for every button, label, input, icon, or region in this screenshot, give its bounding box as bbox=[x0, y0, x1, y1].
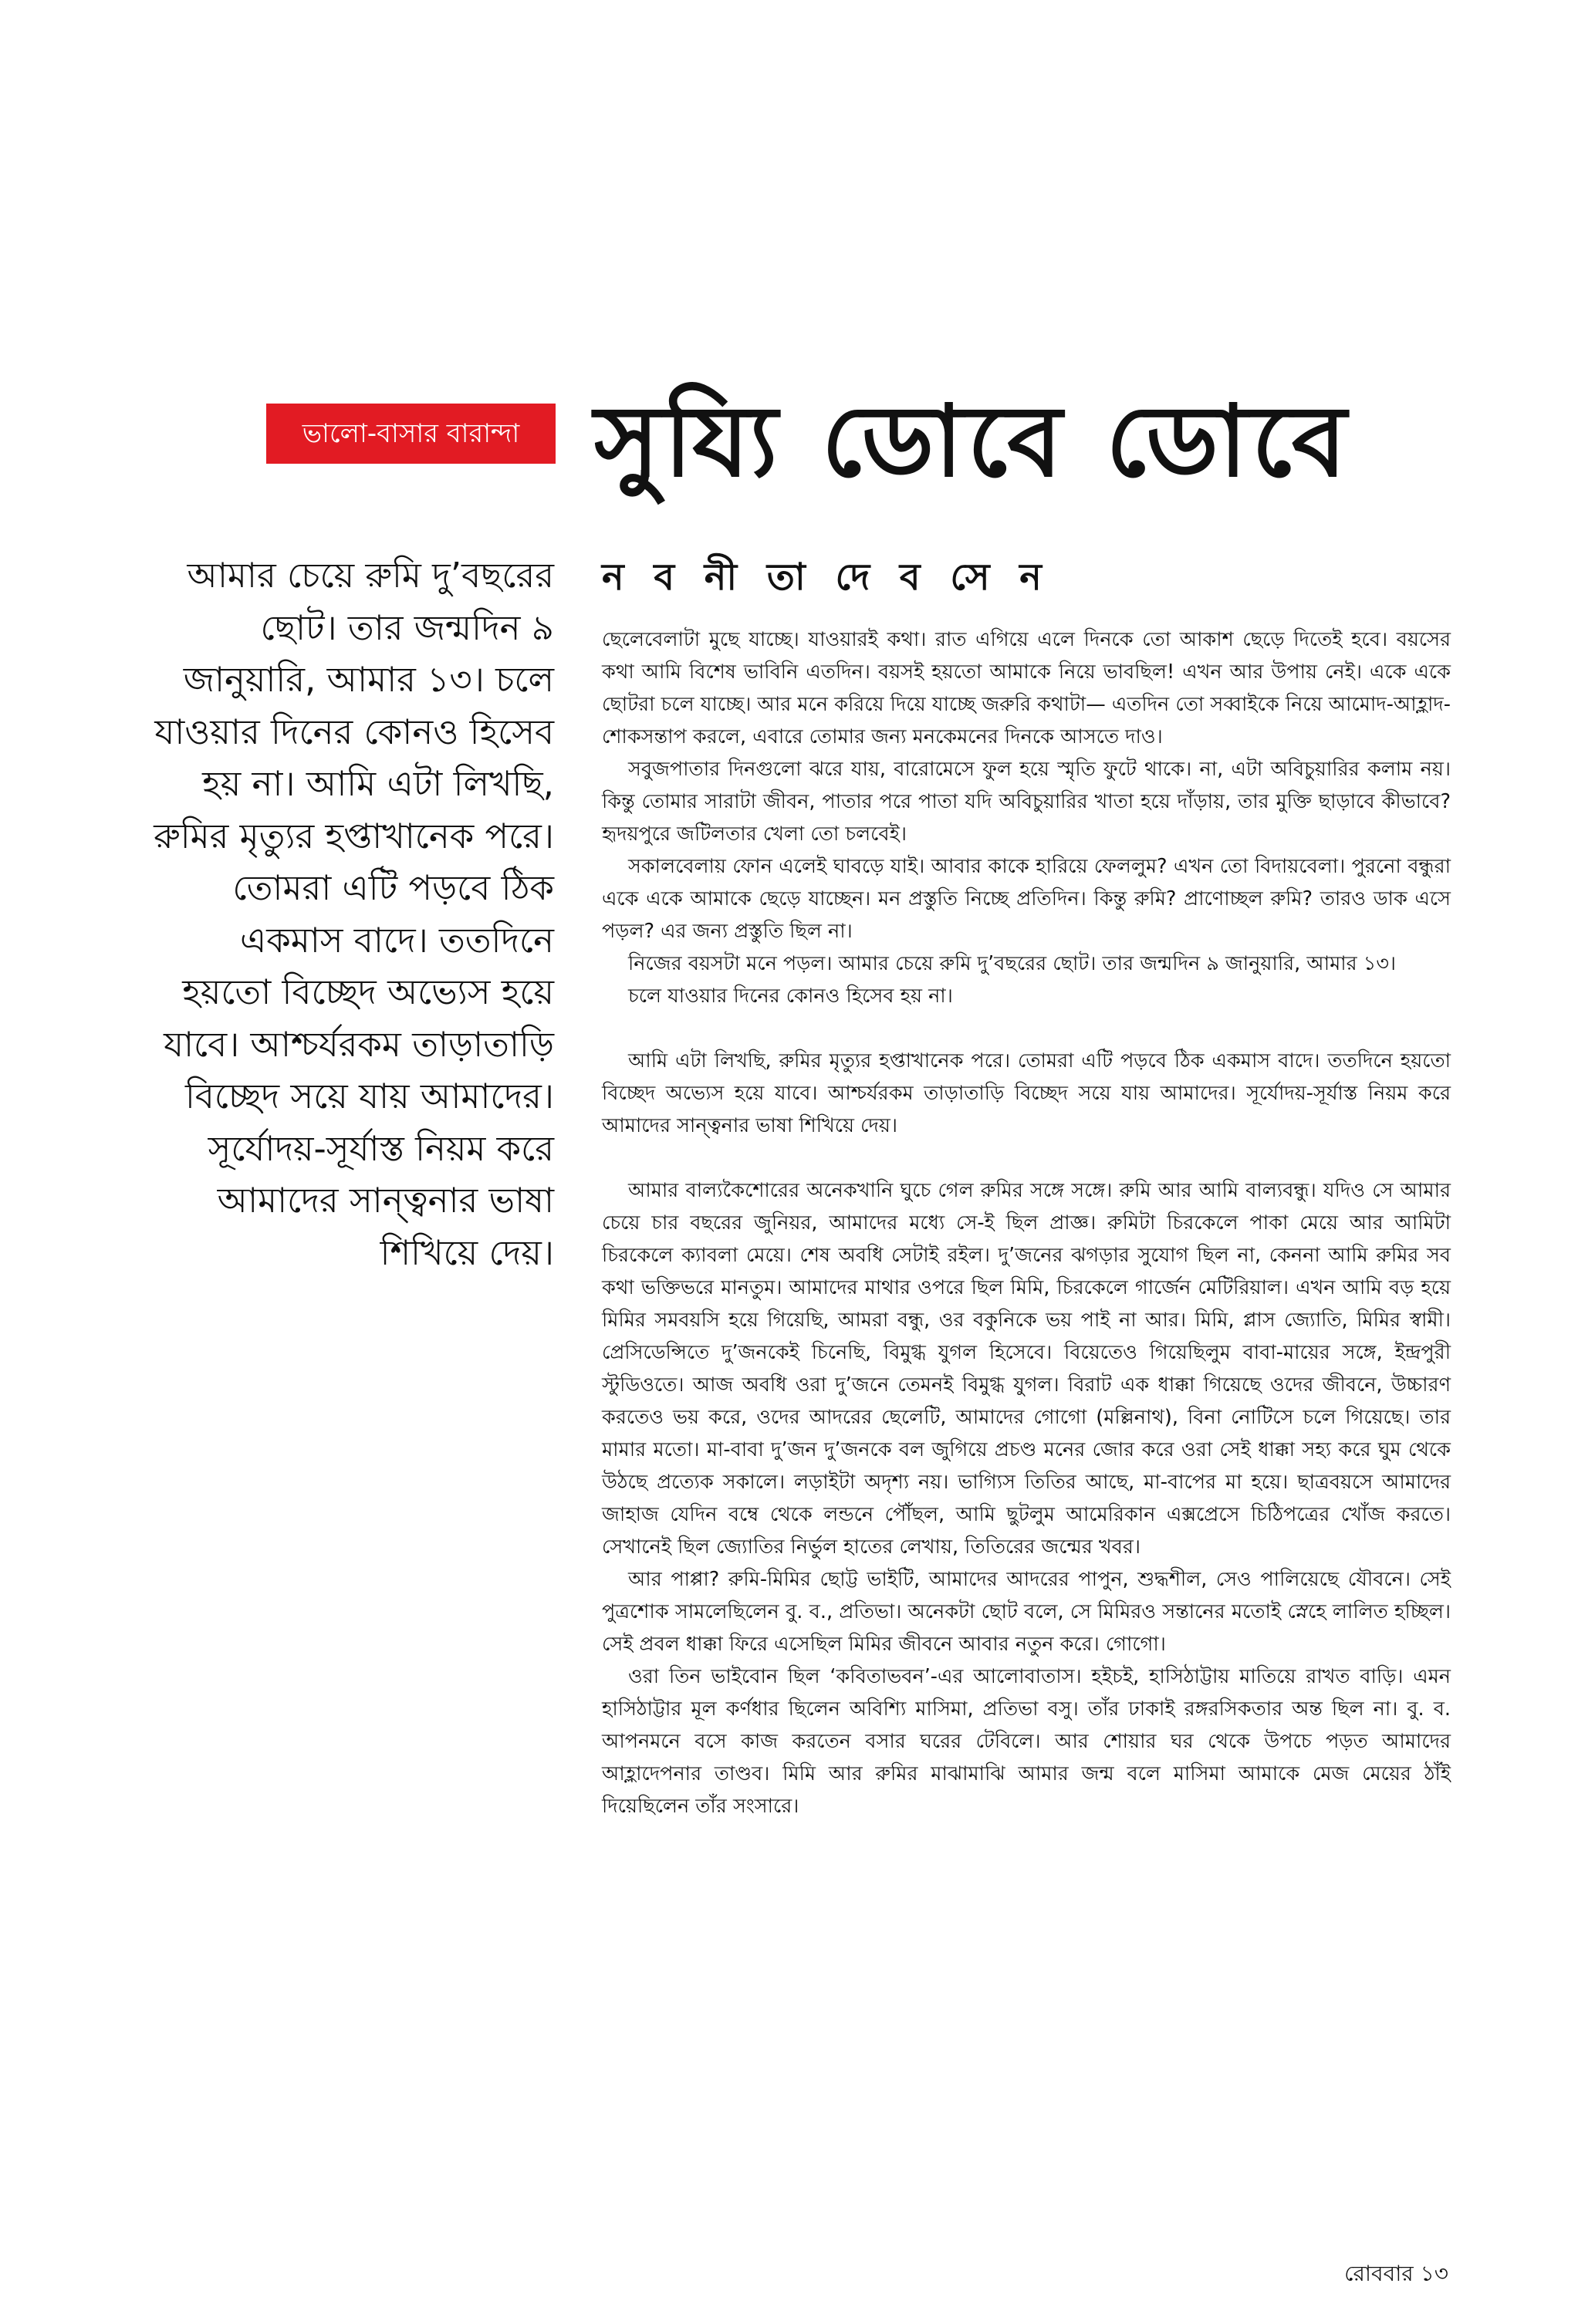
body-paragraph: আমার বাল্যকৈশোরের অনেকখানি ঘুচে গেল রুমির সঙ্গে সঙ্গে। রুমি আর আমি বাল্যবন্ধু। যদিও সে আমার চেয়ে চার বছরের জুনিয়র, আমাদের মধ্যে সে-ই ছিল প্রাজ্ঞ। রুমিটা চিরকেলে পাকা মেয়ে আর আমিটা চিরকেলে ক্যাবলা মেয়ে। শেষ অবধি সেটাই রইল। দু’জনের ঝগড়ার সুযোগ ছিল না, কেননা আমি রুমির সব কথা ভক্তিভরে মানতুম। আমাদের মাথার ওপরে ছিল মিমি, চিরকেলে গার্জেন মেটিরিয়াল। এখন আমি বড় হয়ে মিমির সমবয়সি হয়ে গিয়েছি, আমরা বন্ধু, ওর বকুনিকে ভয় পাই না আর। মিমি, প্লাস জ্যোতি, মিমির স্বামী। প্রেসিডেন্সিতে দু’জনকেই চিনেছি, বিমুগ্ধ যুগল হিসেবে। বিয়েতেও গিয়েছিলুম বাবা-মায়ের সঙ্গে, ইন্দ্রপুরী স্টুডিওতে। আজ অবধি ওরা দু’জনে তেমনই বিমুগ্ধ যুগল। বিরাট এক ধাক্কা গিয়েছে ওদের জীবনে, উচ্চারণ করতেও ভয় করে, ওদের আদরের ছেলেটি, আমাদের গোগো (মল্লিনাথ), বিনা নোটিসে চলে গিয়েছে। তার মামার মতো। মা-বাবা দু’জন দু’জনকে বল জুগিয়ে প্রচণ্ড মনের জোর করে ওরা সেই ধাক্কা সহ্য করে ঘুম থেকে উঠছে প্রত্যেক সকালে। লড়াইটা অদৃশ্য নয়। ভাগ্যিস তিতির আছে, মা-বাপের মা হয়ে। ছাত্রবয়সে আমাদের জাহাজ যেদিন বম্বে থেকে লন্ডনে পৌঁছল, আমি ছুটলুম আমেরিকান এক্সপ্রেসে চিঠিপত্রের খোঁজ করতে। সেখানেই ছিল জ্যোতির নির্ভুল হাতের লেখায়, তিতিরের জন্মের খবর। bbox=[602, 1179, 1451, 1559]
body-paragraph: নিজের বয়সটা মনে পড়ল। আমার চেয়ে রুমি দু’বছরের ছোট। তার জন্মদিন ৯ জানুয়ারি, আমার ১৩। bbox=[628, 952, 1397, 975]
body-paragraph: আর পাপ্পা? রুমি-মিমির ছোট্ট ভাইটি, আমাদের আদরের পাপুন, শুদ্ধশীল, সেও পালিয়েছে যৌবনে। সেই পুত্রশোক সামলেছিলেন বু. ব., প্রতিভা। অনেকটা ছোট বলে, সে মিমিরও সন্তানের মতোই স্নেহে লালিত হচ্ছিল। সেই প্রবল ধাক্কা ফিরে এসেছিল মিমির জীবনে আবার নতুন করে। গোগো। bbox=[602, 1568, 1451, 1656]
body-paragraph: আমি এটা লিখছি, রুমির মৃত্যুর হপ্তাখানেক পরে। তোমরা এটি পড়বে ঠিক একমাস বাদে। ততদিনে হয়তো বিচ্ছেদ অভ্যেস হয়ে যাবে। আশ্চর্যরকম তাড়াতাড়ি বিচ্ছেদ সয়ে যায় আমাদের। সূর্যোদয়-সূর্যাস্ত নিয়ম করে আমাদের সান্ত্বনার ভাষা শিখিয়ে দেয়। bbox=[602, 1049, 1451, 1137]
body-paragraph: সকালবেলায় ফোন এলেই ঘাবড়ে যাই। আবার কাকে হারিয়ে ফেললুম? এখন তো বিদায়বেলা। পুরনো বন্ধুরা একে একে আমাকে ছেড়ে যাচ্ছেন। মন প্রস্তুতি নিচ্ছে প্রতিদিন। কিন্তু রুমি? প্রাণোচ্ছল রুমি? তারও ডাক এসে পড়ল? এর জন্য প্রস্তুতি ছিল না। bbox=[602, 855, 1451, 943]
article-title: সুয্যি ডোবে ডোবে bbox=[594, 384, 1352, 499]
pull-quote: আমার চেয়ে রুমি দু’বছরের ছোট। তার জন্মদিন ৯ জানুয়ারি, আমার ১৩। চলে যাওয়ার দিনের কোনও হিসেব হয় না। আমি এটা লিখছি, রুমির মৃত্যুর হপ্তাখানেক পরে। তোমরা এটি পড়বে ঠিক একমাস বাদে। ততদিনে হয়তো বিচ্ছেদ অভ্যেস হয়ে যাবে। আশ্চর্যরকম তাড়াতাড়ি বিচ্ছেদ সয়ে যায় আমাদের। সূর্যোদয়-সূর্যাস্ত নিয়ম করে আমাদের সান্ত্বনার ভাষা শিখিয়ে দেয়। bbox=[154, 555, 554, 1273]
body-paragraph: ওরা তিন ভাইবোন ছিল ‘কবিতাভবন’-এর আলোবাতাস। হইচই, হাসিঠাট্টায় মাতিয়ে রাখত বাড়ি। এমন হাসিঠাট্টার মূল কর্ণধার ছিলেন অবিশ্যি মাসিমা, প্রতিভা বসু। তাঁর ঢাকাই রঙ্গরসিকতার অন্ত ছিল না। বু. ব. আপনমনে বসে কাজ করতেন বসার ঘরের টেবিলে। আর শোয়ার ঘর থেকে উপচে পড়ত আমাদের আহ্লাদেপনার তাণ্ডব। মিমি আর রুমির মাঝামাঝি আমার জন্ম বলে মাসিমা আমাকে মেজ মেয়ের ঠাঁই দিয়েছিলেন তাঁর সংসারে। bbox=[602, 1665, 1451, 1818]
author-byline: ন ব নী তা দে ব সে ন bbox=[602, 556, 1050, 599]
body-paragraph: চলে যাওয়ার দিনের কোনও হিসেব হয় না। bbox=[628, 985, 953, 1008]
body-paragraph: সবুজপাতার দিনগুলো ঝরে যায়, বারোমেসে ফুল হয়ে স্মৃতি ফুটে থাকে। না, এটা অবিচুয়ারির কলাম নয়। কিন্তু তোমার সারাটা জীবন, পাতার পরে পাতা যদি অবিচুয়ারির খাতা হয়ে দাঁড়ায়, তার মুক্তি ছাড়াবে কীভাবে? হৃদয়পুরে জটিলতার খেলা তো চলবেই। bbox=[602, 758, 1451, 846]
body-paragraph: ছেলেবেলাটা মুছে যাচ্ছে। যাওয়ারই কথা। রাত এগিয়ে এলে দিনকে তো আকাশ ছেড়ে দিতেই হবে। বয়সের কথা আমি বিশেষ ভাবিনি এতদিন। বয়সই হয়তো আমাকে নিয়ে ভাবছিল! এখন আর উপায় নেই। একে একে ছোটরা চলে যাচ্ছে। আর মনে করিয়ে দিয়ে যাচ্ছে জরুরি কথাটা— এতদিন তো সব্বাইকে নিয়ে আমোদ-আহ্লাদ-শোকসন্তাপ করলে, এবারে তোমার জন্য মনকেমনের দিনকে আসতে দাও। bbox=[602, 628, 1451, 748]
article-body bbox=[602, 623, 1451, 1822]
page-folio: রোববার ১৩ bbox=[1344, 2261, 1448, 2286]
column-label: ভালো-বাসার বারান্দা bbox=[266, 404, 556, 464]
